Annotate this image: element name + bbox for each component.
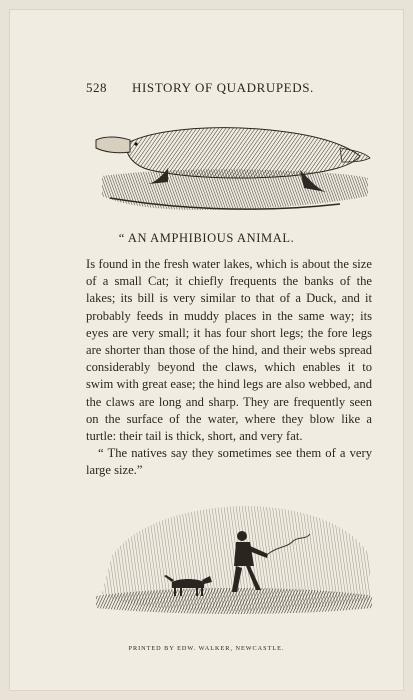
man-and-dog-engraving — [92, 496, 374, 618]
paragraph-quote: “ The natives say they sometimes see them of a very large size.” — [86, 446, 372, 478]
illustration-caption: “ AN AMPHIBIOUS ANIMAL. — [118, 231, 295, 245]
printer-imprint: PRINTED BY EDW. WALKER, NEWCASTLE. — [128, 645, 285, 652]
paragraph-description: Is found in the fresh water lakes, which is about the size of a small Cat; it chiefly frequents the banks of the lakes; its bill is very similar to that of a Duck, and it probably feeds in muddy places in the same way; its eyes are very small; it has four short legs; the fore legs are shorter than those of the hind, and their webs spread considerably beyond the claws, which enables it to swim with great ease; the hind legs are also webbed, and the claws are long and sharp. They are frequently seen on the surface of the water, where they blow like a turtle: their tail is thick, short, and very fat. — [86, 257, 372, 444]
page-number: 528 — [86, 80, 107, 95]
body-text — [86, 256, 372, 480]
page-header — [86, 80, 346, 98]
running-title: HISTORY OF QUADRUPEDS. — [132, 80, 314, 95]
platypus-engraving — [90, 118, 372, 218]
